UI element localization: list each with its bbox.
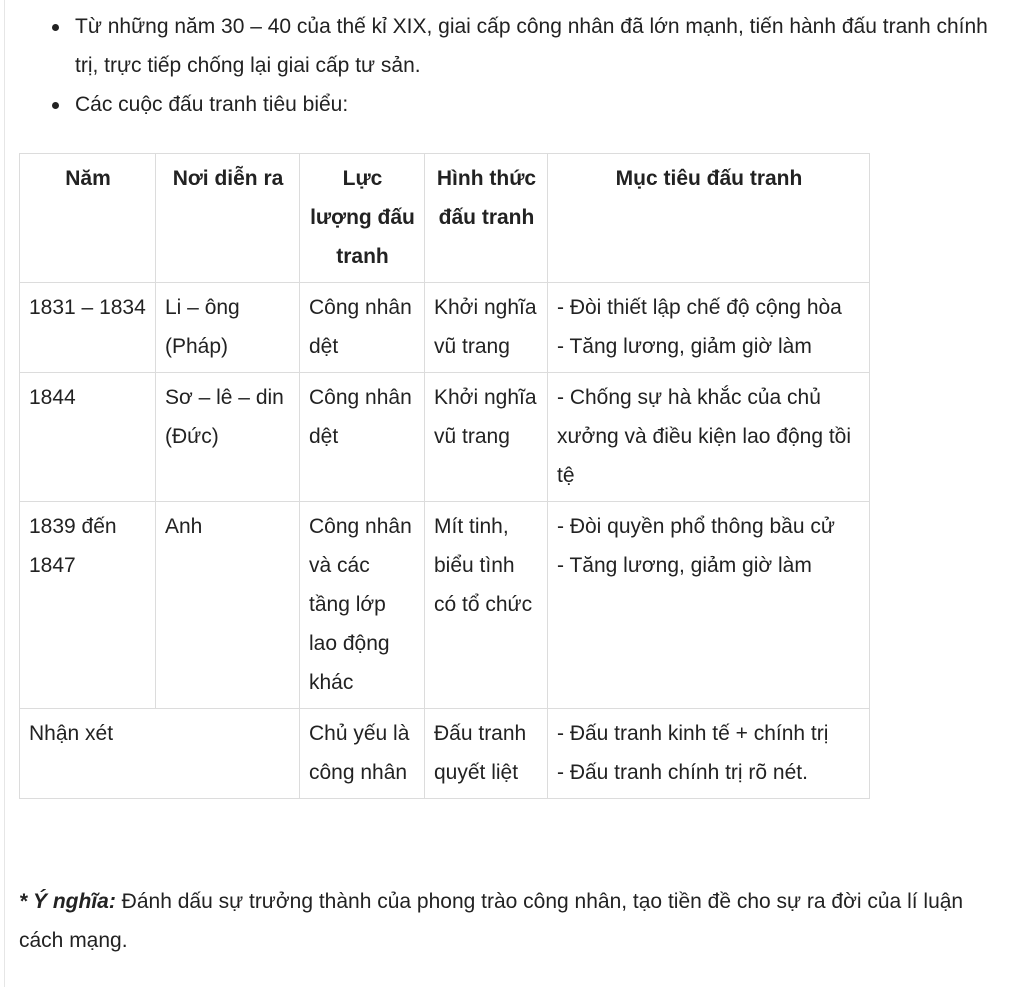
significance-paragraph — [19, 882, 1004, 960]
goal-line: - Chống sự hà khắc của chủ xưởng và điều kiện lao động tồi tệ — [557, 386, 852, 487]
bullet-item: Các cuộc đấu tranh tiêu biểu: — [50, 85, 1000, 124]
goal-line: - Đòi quyền phổ thông bầu cử — [557, 515, 835, 538]
cell-summary-label: Nhận xét — [20, 709, 300, 799]
header-goal: Mục tiêu đấu tranh — [548, 154, 870, 283]
significance-label: * Ý nghĩa: — [19, 890, 116, 913]
cell-year: 1831 – 1834 — [20, 283, 156, 373]
goal-line: - Đấu tranh kinh tế + chính trị — [557, 722, 829, 745]
cell-force: Chủ yếu là công nhân — [300, 709, 425, 799]
cell-place: Li – ông (Pháp) — [156, 283, 300, 373]
cell-place: Anh — [156, 502, 300, 709]
cell-place: Sơ – lê – din (Đức) — [156, 373, 300, 502]
table-summary-row — [20, 709, 870, 799]
cell-force: Công nhân dệt — [300, 283, 425, 373]
goal-line: - Đấu tranh chính trị rõ nét. — [557, 761, 808, 784]
cell-year: 1844 — [20, 373, 156, 502]
cell-force: Công nhân dệt — [300, 373, 425, 502]
page-left-border — [4, 0, 5, 987]
cell-form: Mít tinh, biểu tình có tổ chức — [425, 502, 548, 709]
goal-line: - Tăng lương, giảm giờ làm — [557, 335, 812, 358]
header-force: Lực lượng đấu tranh — [300, 154, 425, 283]
cell-force: Công nhân và các tầng lớp lao động khác — [300, 502, 425, 709]
intro-bullet-list — [50, 7, 1000, 124]
table-row — [20, 373, 870, 502]
struggles-table — [19, 153, 870, 799]
table-header-row — [20, 154, 870, 283]
significance-text: Đánh dấu sự trưởng thành của phong trào công nhân, tạo tiền đề cho sự ra đời của lí luận cách mạng. — [19, 890, 964, 952]
bullet-item: Từ những năm 30 – 40 của thế kỉ XIX, giai cấp công nhân đã lớn mạnh, tiến hành đấu tranh chính trị, trực tiếp chống lại giai cấp tư sản. — [50, 7, 1000, 85]
header-place: Nơi diễn ra — [156, 154, 300, 283]
cell-goals — [548, 373, 870, 502]
header-year: Năm — [20, 154, 156, 283]
cell-form: Đấu tranh quyết liệt — [425, 709, 548, 799]
cell-form: Khởi nghĩa vũ trang — [425, 373, 548, 502]
cell-form: Khởi nghĩa vũ trang — [425, 283, 548, 373]
cell-year: 1839 đến 1847 — [20, 502, 156, 709]
table-row — [20, 502, 870, 709]
goal-line: - Tăng lương, giảm giờ làm — [557, 554, 812, 577]
header-form: Hình thức đấu tranh — [425, 154, 548, 283]
cell-goals — [548, 502, 870, 709]
cell-goals — [548, 283, 870, 373]
goal-line: - Đòi thiết lập chế độ cộng hòa — [557, 296, 842, 319]
cell-goals — [548, 709, 870, 799]
table-row — [20, 283, 870, 373]
